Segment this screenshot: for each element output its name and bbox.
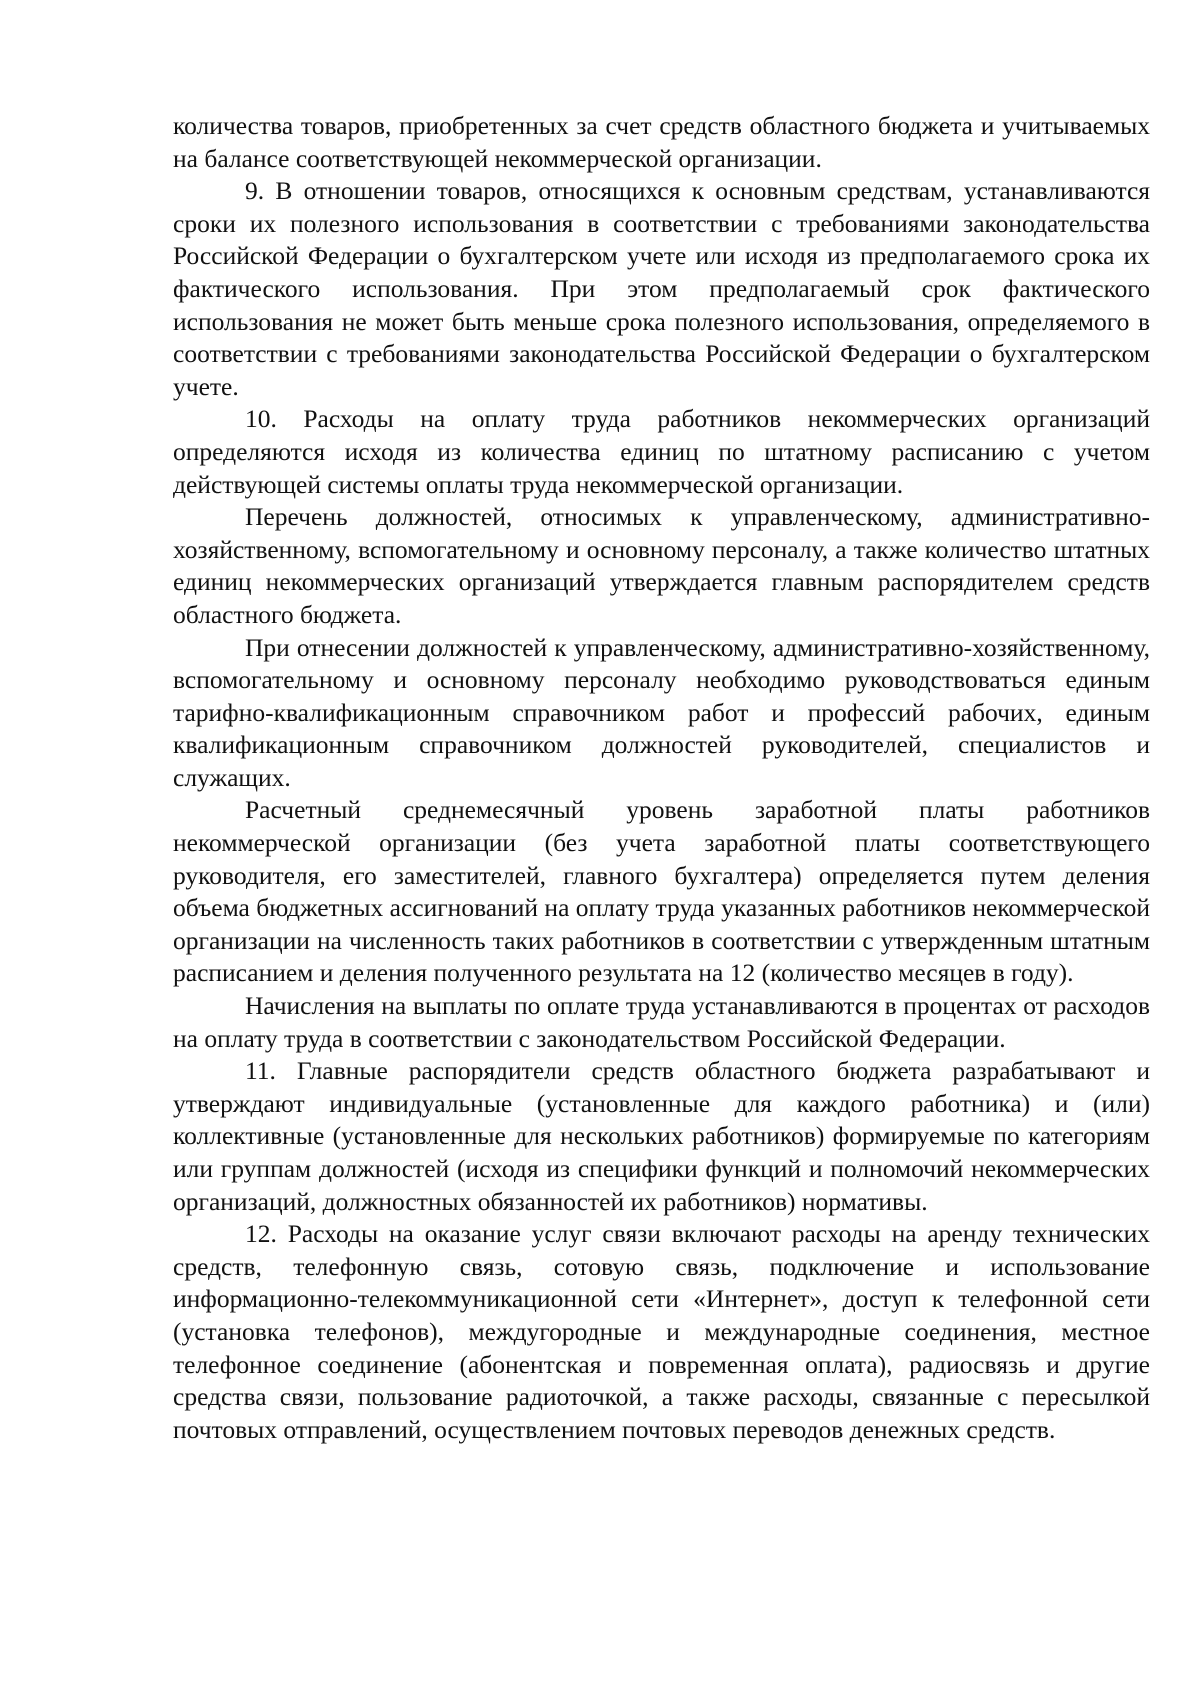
paragraph-item-10: 10. Расходы на оплату труда работников некоммерческих организаций определяются исходя из количества единиц по штатному расписанию с учетом действующей системы оплаты труда некоммерческой организации. [173, 404, 1150, 499]
paragraph-average-salary: Расчетный среднемесячный уровень заработной платы работников некоммерческой организации (без учета заработной платы соответствующего руководителя, его заместителей, главного бухгалтера) определяется путем деления объема бюджетных ассигнований на оплату труда указанных работников некоммерческой организации на численность таких работников в соответствии с утвержденным штатным расписанием и деления полученного результата на 12 (количество месяцев в году). [173, 795, 1150, 988]
paragraph-continuation: количества товаров, приобретенных за счет средств областного бюджета и учитываемых на балансе соответствующей некоммерческой организации. [173, 111, 1150, 173]
paragraph-item-9: 9. В отношении товаров, относящихся к основным средствам, устанавливаются сроки их полезного использования в соответствии с требованиями законодательства Российской Федерации о бухгалтерском учете или исходя из предполагаемого срока их фактического использования. При этом предполагаемый срок фактического использования не может быть меньше срока полезного использования, определяемого в соответствии с требованиями законодательства Российской Федерации о бухгалтерском учете. [173, 176, 1150, 401]
paragraph-positions-assignment: При отнесении должностей к управленческому, административно-хозяйственному, вспомогательному и основному персоналу необходимо руководствоваться единым тарифно-квалификационным справочником работ и профессий рабочих, единым квалификационным справочником должностей руководителей, специалистов и служащих. [173, 632, 1150, 792]
document-page [173, 110, 1150, 1446]
paragraph-payroll-charges: Начисления на выплаты по оплате труда устанавливаются в процентах от расходов на оплату труда в соответствии с законодательством Российской Федерации. [173, 991, 1150, 1053]
paragraph-item-12: 12. Расходы на оказание услуг связи включают расходы на аренду технических средств, телефонную связь, сотовую связь, подключение и использование информационно-телекоммуникационной сети «Интернет», доступ к телефонной сети (установка телефонов), междугородные и международные соединения, местное телефонное соединение (абонентская и повременная оплата), радиосвязь и другие средства связи, пользование радиоточкой, а также расходы, связанные с пересылкой почтовых отправлений, осуществлением почтовых переводов денежных средств. [173, 1219, 1150, 1444]
paragraph-positions-list: Перечень должностей, относимых к управленческому, административно-хозяйственному, вспомогательному и основному персоналу, а также количество штатных единиц некоммерческих организаций утверждается главным распорядителем средств областного бюджета. [173, 502, 1150, 629]
paragraph-item-11: 11. Главные распорядители средств областного бюджета разрабатывают и утверждают индивидуальные (установленные для каждого работника) и (или) коллективные (установленные для нескольких работников) формируемые по категориям или группам должностей (исходя из специфики функций и полномочий некоммерческих организаций, должностных обязанностей их работников) нормативы. [173, 1056, 1150, 1216]
